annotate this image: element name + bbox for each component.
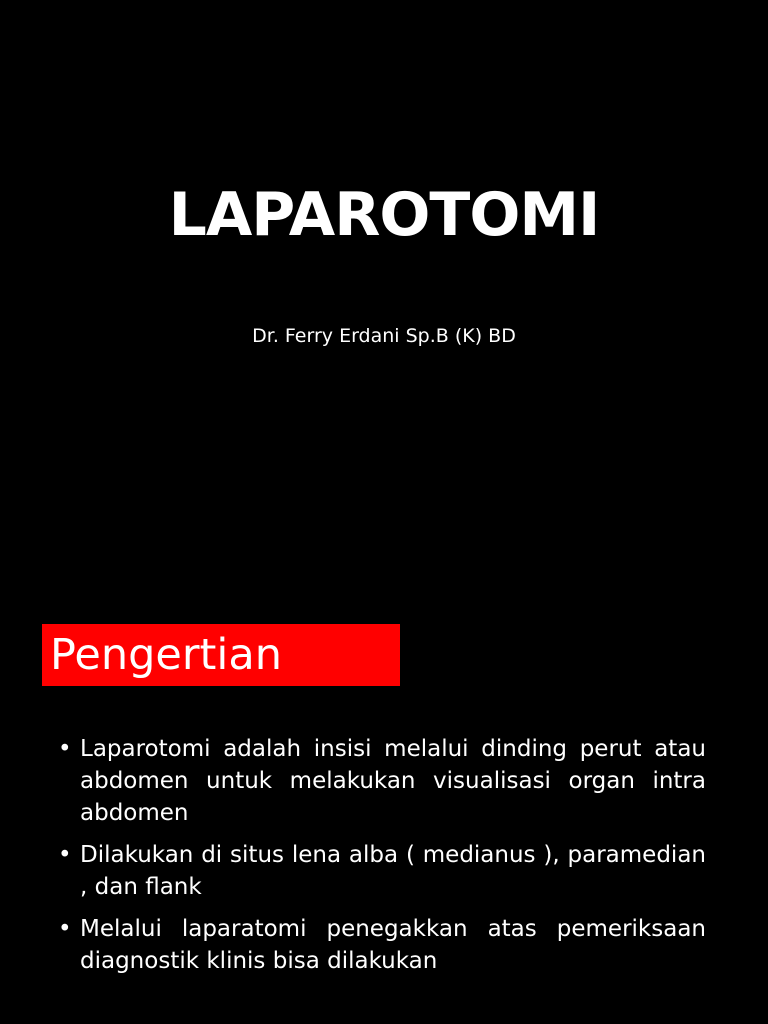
- bullet-item: [58, 733, 706, 829]
- section-heading-box: [42, 624, 400, 686]
- bullet-icon: •: [58, 736, 72, 762]
- section-heading: Pengertian: [50, 630, 282, 680]
- bullet-text: Melalui laparatomi penegakkan atas pemeriksaan diagnostik klinis bisa dilakukan: [80, 916, 706, 974]
- bullet-text: Dilakukan di situs lena alba ( medianus ), paramedian , dan flank: [80, 842, 706, 900]
- bullet-text: Laparotomi adalah insisi melalui dinding perut atau abdomen untuk melakukan visualisasi organ intra abdomen: [80, 736, 706, 826]
- bullet-item: [58, 839, 706, 903]
- bullet-item: [58, 913, 706, 977]
- slide-title: LAPAROTOMI: [168, 180, 600, 250]
- bullet-icon: •: [58, 842, 72, 868]
- bullet-icon: •: [58, 916, 72, 942]
- bullet-list: [58, 733, 706, 987]
- slide-subtitle: Dr. Ferry Erdani Sp.B (K) BD: [252, 325, 516, 347]
